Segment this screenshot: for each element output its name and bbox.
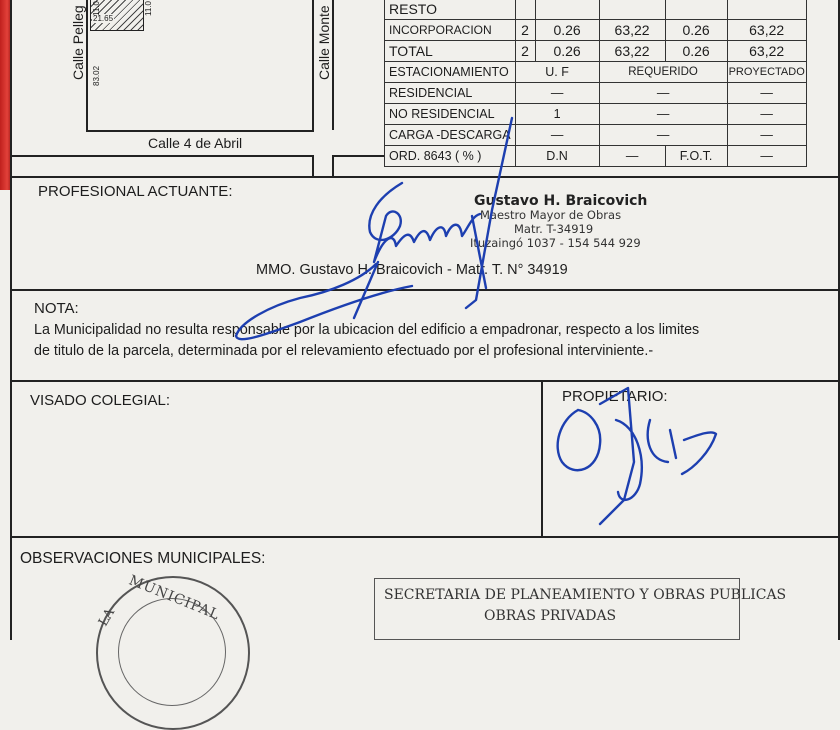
nota-text-line2: de titulo de la parcela, determinada por el relevamiento efectuado por el profesional interviniente.- <box>34 343 654 359</box>
table-cell: 1 <box>515 104 599 125</box>
table-cell: — <box>515 125 599 146</box>
table-cell: 63,22 <box>599 20 665 41</box>
row-label: TOTAL <box>385 41 516 62</box>
table-cell: 63,22 <box>727 41 806 62</box>
table-cell: 2 <box>515 20 535 41</box>
section-heading-observaciones: OBSERVACIONES MUNICIPALES: <box>20 550 266 567</box>
table-cell: D.N <box>515 146 599 167</box>
stamp-title: Maestro Mayor de Obras <box>480 208 622 222</box>
lot-dimension: 21.65 <box>93 14 114 23</box>
table-cell: — <box>727 146 806 167</box>
stamp-address: Ituzaingó 1037 - 154 544 929 <box>470 236 641 250</box>
professional-typed-name: MMO. Gustavo H. Braicovich - Matr. T. N° 34919 <box>256 262 568 278</box>
section-heading-propietario: PROPIETARIO: <box>562 388 668 405</box>
nota-text-line1: La Municipalidad no resulta responsable por la ubicacion del edificio a empadronar, respecto a los limites <box>34 322 700 338</box>
table-cell: — <box>599 104 727 125</box>
row-label: RESIDENCIAL <box>385 83 516 104</box>
table-cell: 0.26 <box>535 20 599 41</box>
table-cell: — <box>727 83 806 104</box>
lot-dimension: 83.02 <box>92 65 101 86</box>
row-label: ESTACIONAMIENTO <box>385 62 516 83</box>
table-header-cell: PROYECTADO <box>727 62 806 83</box>
table-cell: — <box>515 83 599 104</box>
section-heading-visado: VISADO COLEGIAL: <box>30 392 171 409</box>
stamp-matricula: Matr. T-34919 <box>514 222 594 236</box>
table-cell: 0.26 <box>535 41 599 62</box>
table-cell: — <box>727 125 806 146</box>
section-heading-professional: PROFESIONAL ACTUANTE: <box>38 183 233 200</box>
table-cell: 2 <box>515 41 535 62</box>
table-header-cell: U. F <box>515 62 599 83</box>
table-cell: 63,22 <box>599 41 665 62</box>
row-label: INCORPORACION <box>385 20 516 41</box>
table-cell: F.O.T. <box>665 146 727 167</box>
seal-text: MUNICIPAL <box>126 572 223 624</box>
stamp-name: Gustavo H. Braicovich <box>474 193 648 209</box>
table-cell: — <box>727 104 806 125</box>
table-cell: — <box>599 83 727 104</box>
section-heading-nota: NOTA: <box>34 300 79 317</box>
stamp-line: SECRETARIA DE PLANEAMIENTO Y OBRAS PUBLICAS <box>384 587 787 603</box>
owner-signature <box>558 388 716 524</box>
street-label-left: Calle Pelleg <box>70 5 86 80</box>
row-label: NO RESIDENCIAL <box>385 104 516 125</box>
table-cell: 0.26 <box>665 20 727 41</box>
lot-dimension: 11.0 <box>92 1 101 16</box>
street-label-bottom: Calle 4 de Abril <box>148 135 243 151</box>
street-label-right: Calle Monte <box>316 5 332 80</box>
table-cell: 0.26 <box>665 41 727 62</box>
table-cell: — <box>599 125 727 146</box>
table-cell: 63,22 <box>727 20 806 41</box>
lot-dimension: 11.0 <box>144 1 153 16</box>
seal-text: LA <box>96 605 119 630</box>
table-header-cell: REQUERIDO <box>599 62 727 83</box>
table-cell: — <box>599 146 665 167</box>
stamp-line: OBRAS PRIVADAS <box>484 608 617 624</box>
row-label: RESTO <box>385 0 516 20</box>
row-label: CARGA -DESCARGA <box>385 125 516 146</box>
professional-signature <box>236 118 512 339</box>
row-label: ORD. 8643 ( % ) <box>385 146 516 167</box>
